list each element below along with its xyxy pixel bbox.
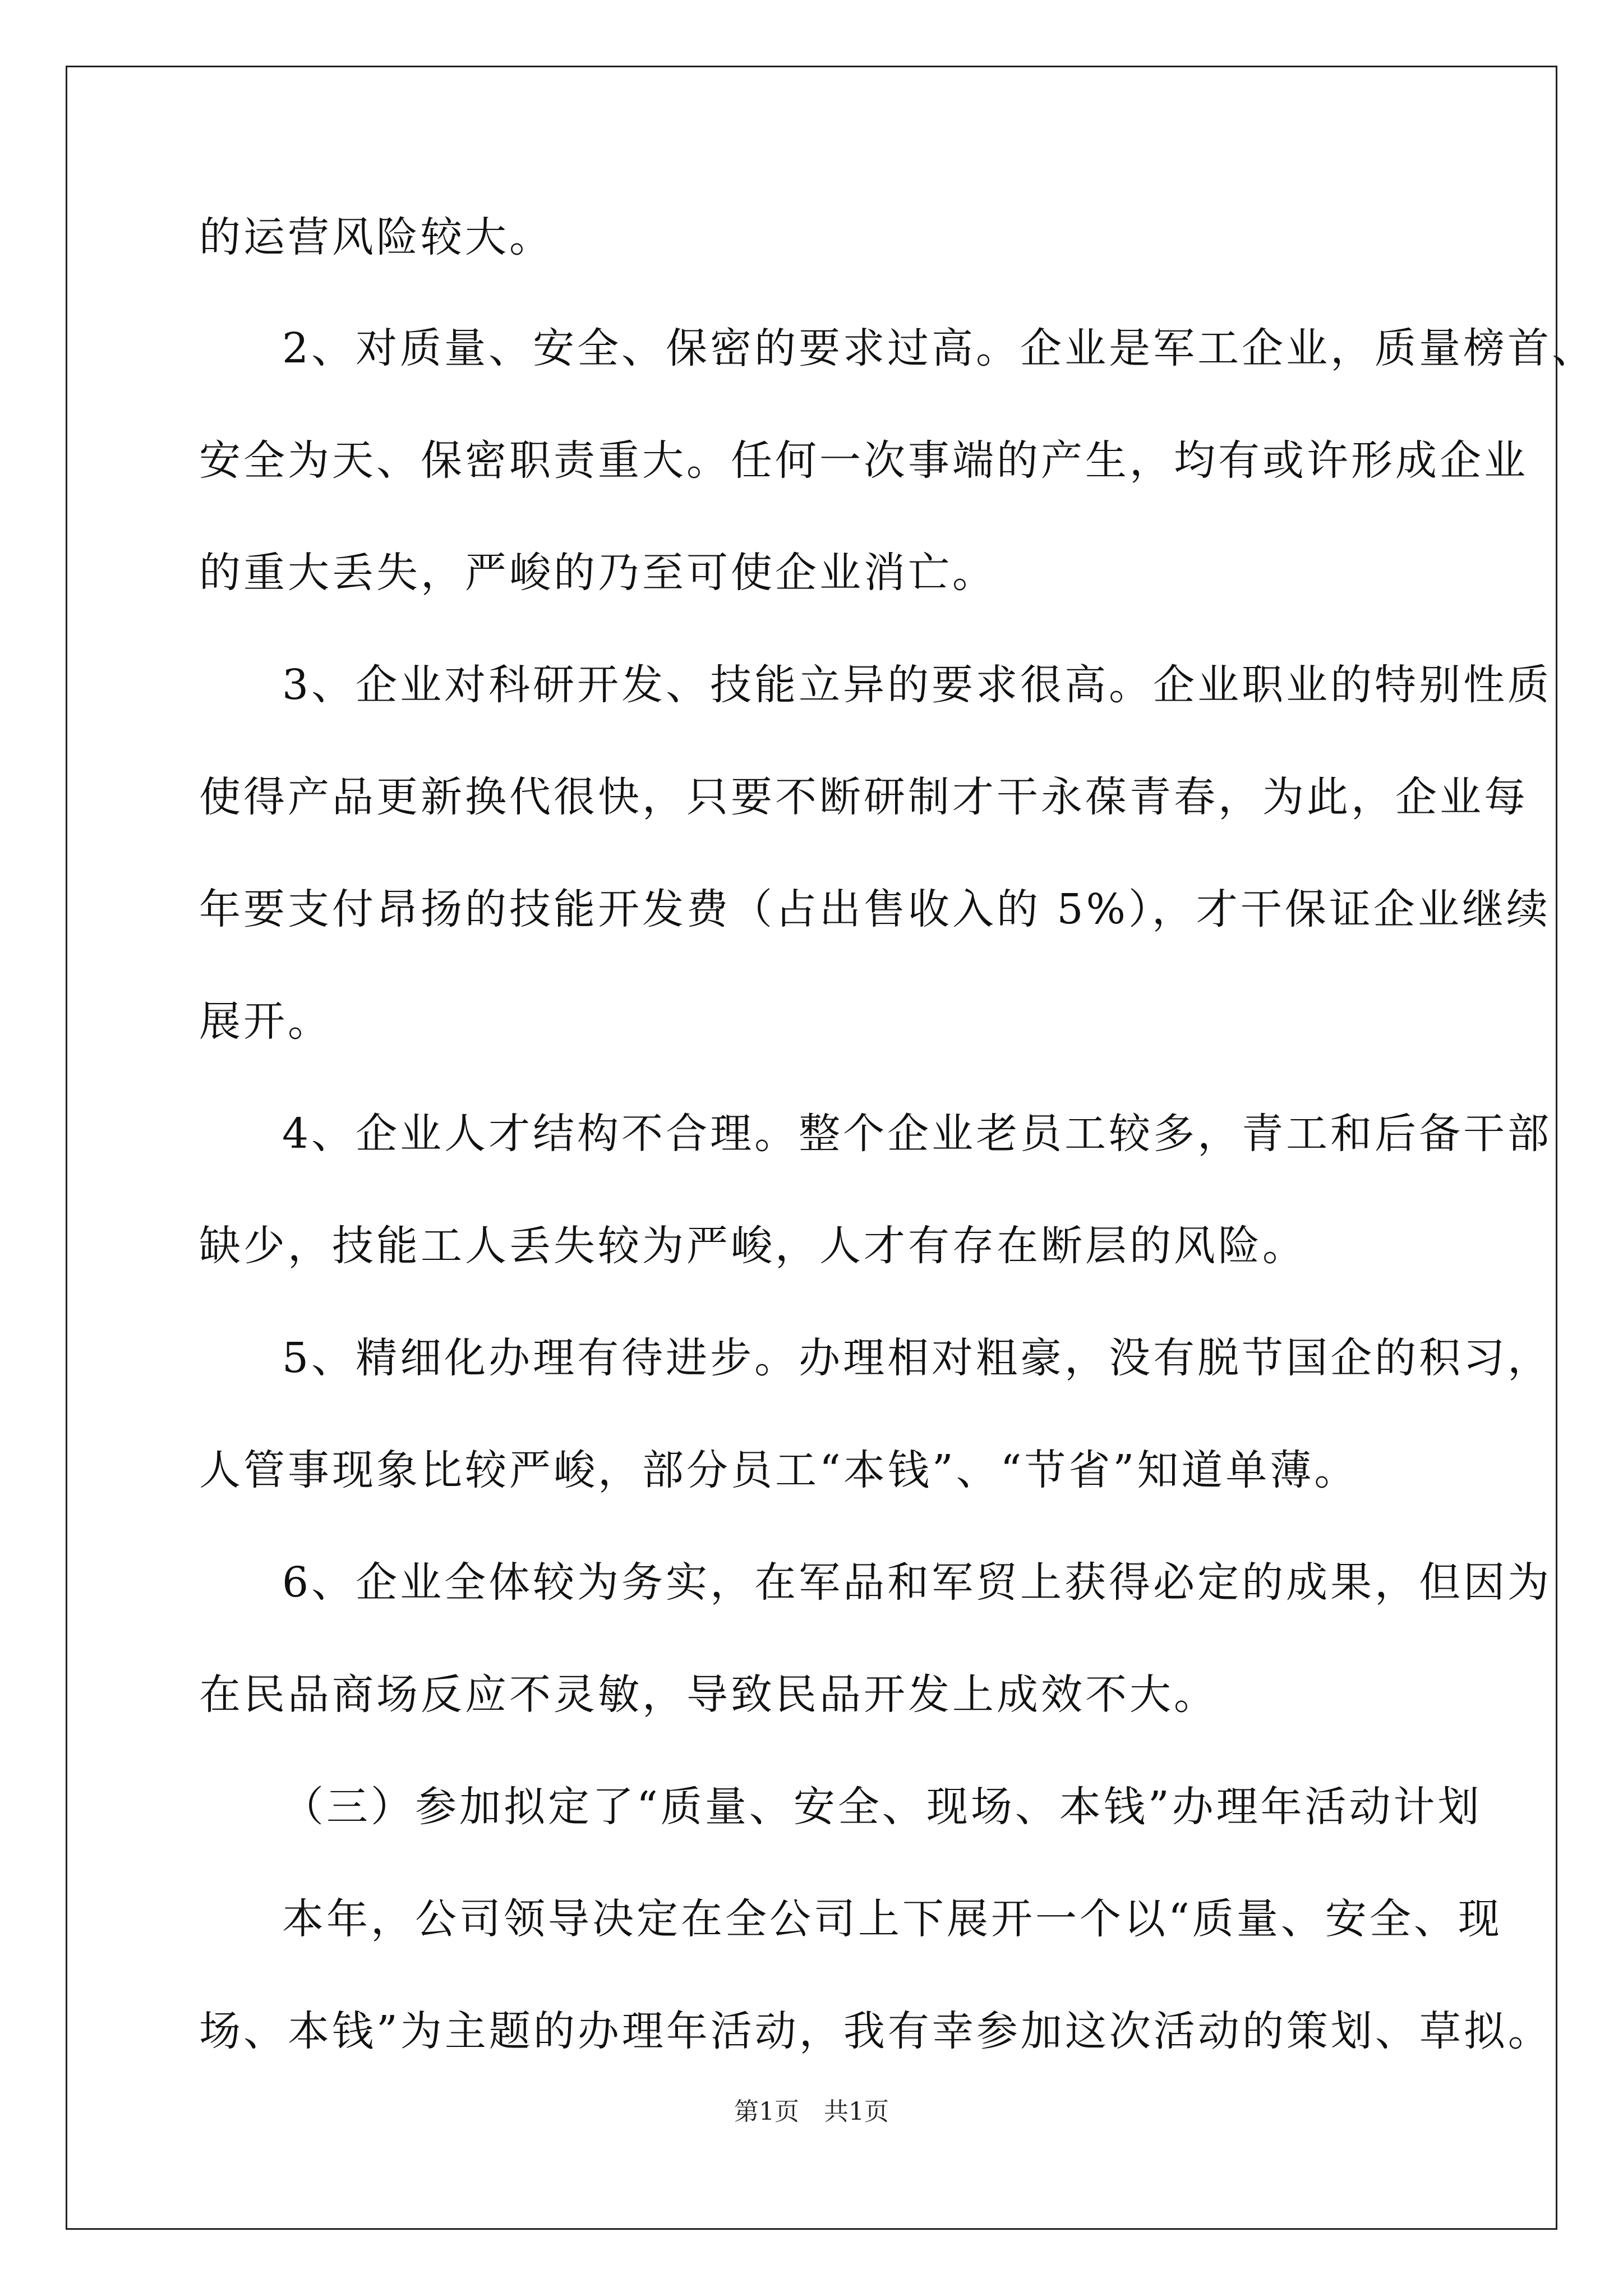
text-line: 3、企业对科研开发、技能立异的要求很高。企业职业的特别性质 bbox=[282, 661, 1552, 709]
text-line: 人管事现象比较严峻，部分员工“本钱”、“节省”知道单薄。 bbox=[199, 1446, 1359, 1494]
text-line: 使得产品更新换代很快，只要不断研制才干永葆青春，为此，企业每 bbox=[199, 773, 1528, 821]
text-line: 本年，公司领导决定在全公司上下展开一个以“质量、安全、现 bbox=[282, 1895, 1502, 1943]
text-line: 6、企业全体较为务实，在军品和军贸上获得必定的成果，但因为 bbox=[282, 1558, 1552, 1607]
text-line: 年要支付昂扬的技能开发费（占出售收入的 5%），才干保证企业继续 bbox=[199, 885, 1551, 933]
text-line: 缺少，技能工人丢失较为严峻，人才有存在断层的风险。 bbox=[199, 1222, 1307, 1270]
text-line: 在民品商场反应不灵敏，导致民品开发上成效不大。 bbox=[199, 1671, 1218, 1719]
section-heading: （三）参加拟定了“质量、安全、现场、本钱”办理年活动计划 bbox=[282, 1783, 1482, 1831]
text-line: 展开。 bbox=[199, 997, 332, 1046]
page-number-footer: 第1页 共1页 bbox=[734, 2097, 889, 2126]
text-line: 场、本钱”为主题的办理年活动，我有幸参加这次活动的策划、草拟。 bbox=[199, 2007, 1552, 2055]
text-line: 的重大丢失，严峻的乃至可使企业消亡。 bbox=[199, 549, 997, 597]
text-line: 的运营风险较大。 bbox=[199, 213, 554, 261]
text-line: 2、对质量、安全、保密的要求过高。企业是军工企业，质量榜首、 bbox=[282, 324, 1597, 372]
text-line: 5、精细化办理有待进步。办理相对粗豪，没有脱节国企的积习， bbox=[282, 1334, 1552, 1382]
text-line: 4、企业人才结构不合理。整个企业老员工较多，青工和后备干部 bbox=[282, 1110, 1552, 1158]
text-line: 安全为天、保密职责重大。任何一次事端的产生，均有或许形成企业 bbox=[199, 436, 1528, 485]
